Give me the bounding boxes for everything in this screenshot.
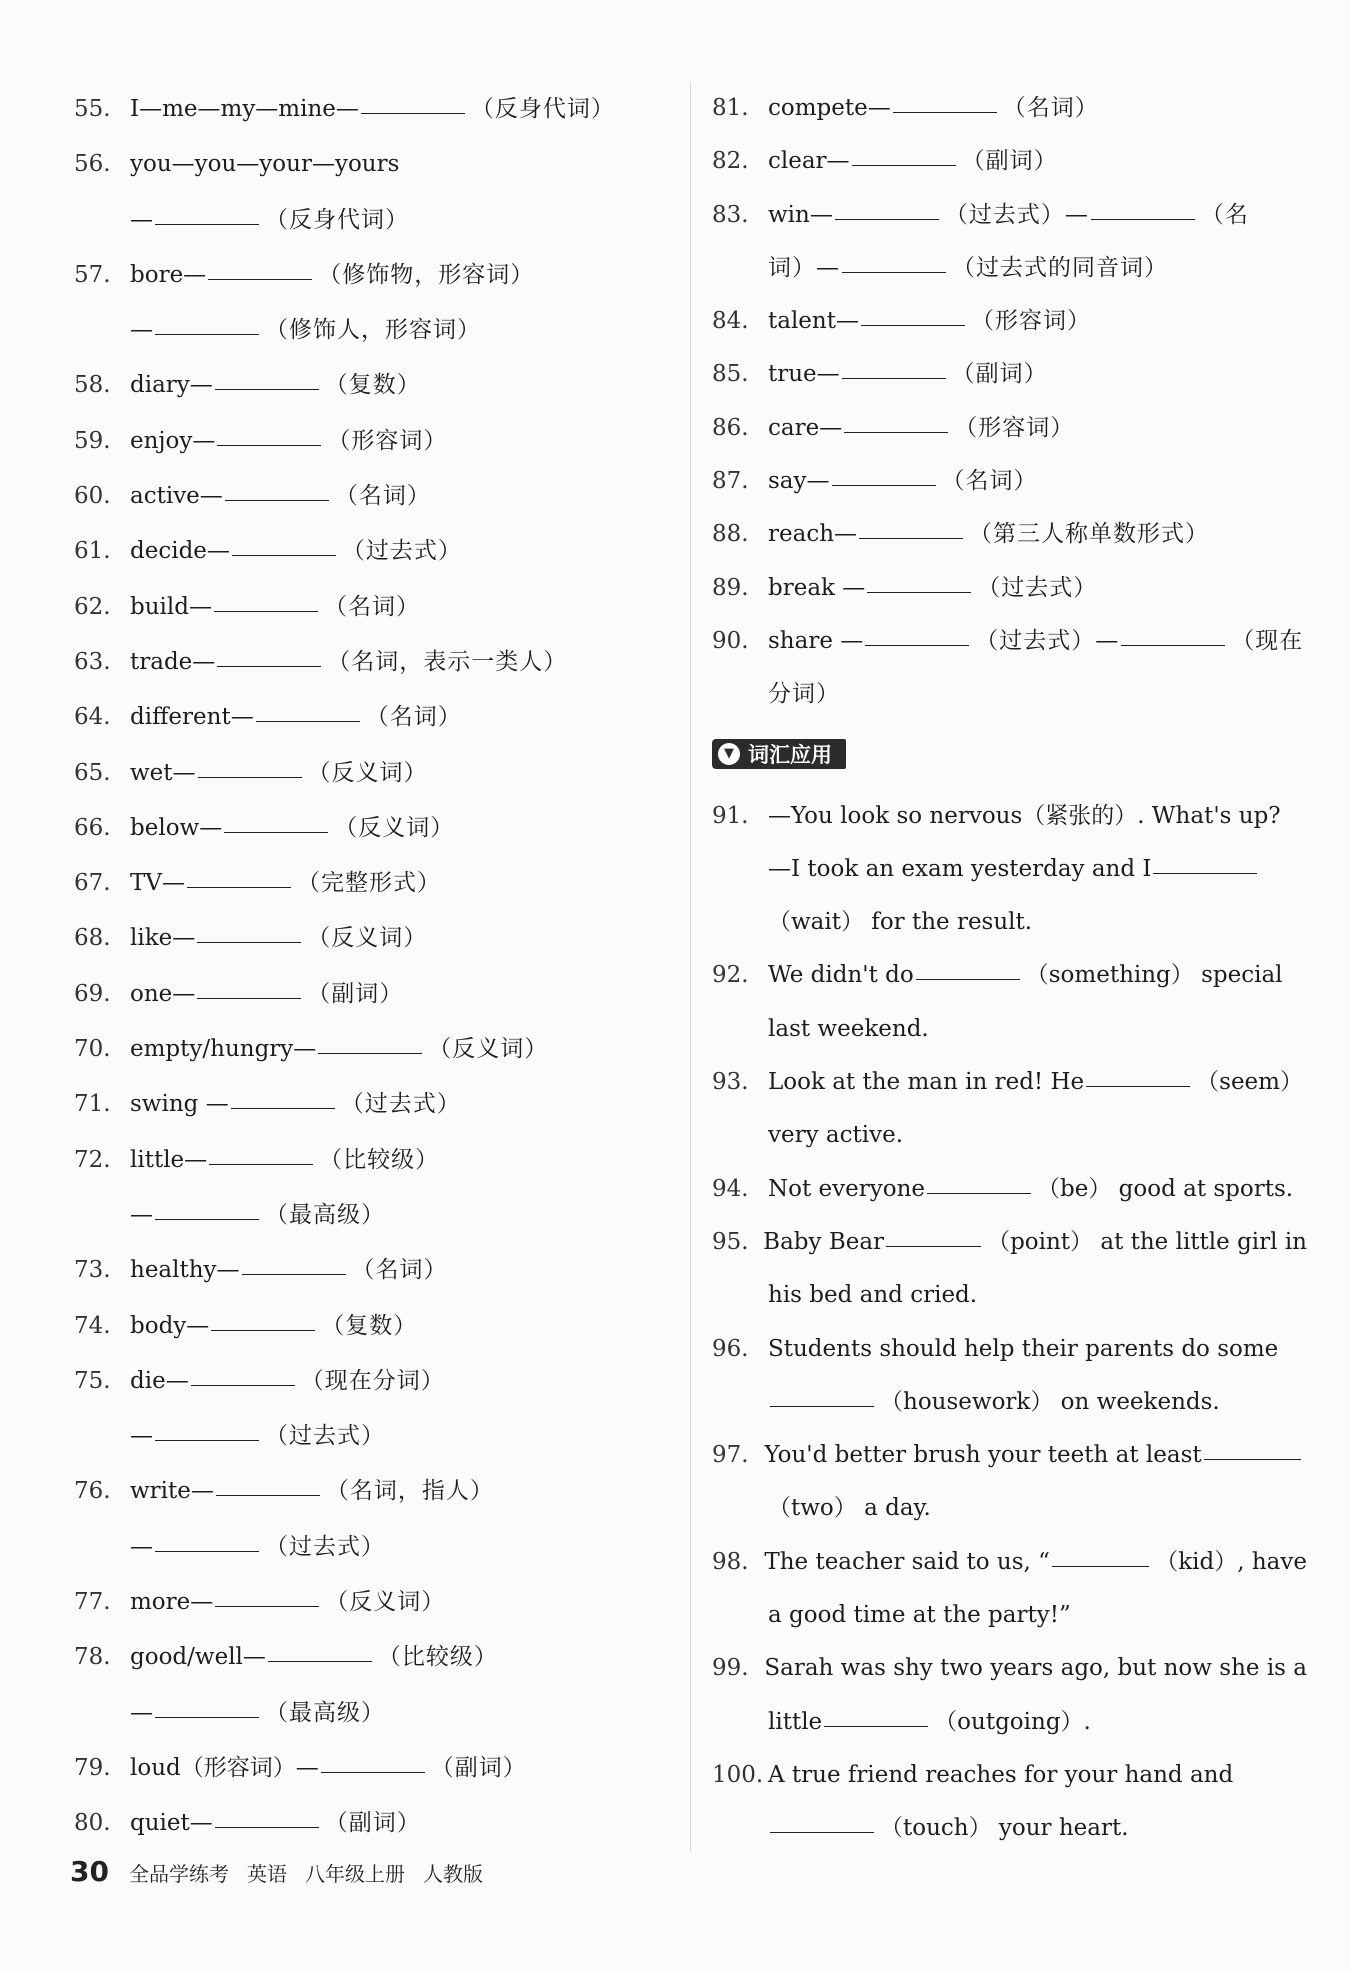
item-text: — <box>130 1699 153 1726</box>
item-text: TV— <box>130 870 185 897</box>
item-text: （touch） your heart. <box>880 1815 1129 1842</box>
item-number: 67. <box>74 870 111 897</box>
item-text: bore— <box>130 261 207 288</box>
exercise-item <box>712 348 1307 401</box>
answer-blank[interactable] <box>824 1724 928 1727</box>
item-text: good/well— <box>130 1644 266 1671</box>
exercise-item <box>74 469 674 524</box>
item-text: （outgoing）. <box>934 1708 1091 1735</box>
hint-text: （副词） <box>951 361 1048 388</box>
exercise-item <box>74 856 674 911</box>
vocabulary-application-list <box>712 790 1307 1856</box>
answer-blank[interactable] <box>268 1659 372 1662</box>
exercise-item-continuation <box>74 1409 674 1464</box>
item-number: 93. <box>712 1069 749 1096</box>
answer-blank[interactable] <box>155 1217 259 1220</box>
exercise-item-continuation <box>74 1686 674 1741</box>
exercise-item <box>74 911 674 966</box>
item-number: 96. <box>712 1335 749 1362</box>
item-text: （kid）, have <box>1155 1548 1307 1575</box>
exercise-item <box>712 295 1307 348</box>
item-text: you—you—your—yours <box>130 151 400 178</box>
answer-blank[interactable] <box>886 1244 981 1247</box>
page-footer <box>70 1855 483 1888</box>
item-number: 74. <box>74 1312 111 1339</box>
exercise-item <box>74 1133 674 1188</box>
section-title: 词汇应用 <box>748 742 832 767</box>
item-text: — <box>130 206 153 233</box>
hint-text: （比较级） <box>319 1146 440 1173</box>
item-number: 90. <box>712 627 749 654</box>
item-text: swing — <box>130 1091 229 1118</box>
exercise-item <box>74 1354 674 1409</box>
item-number: 68. <box>74 925 111 952</box>
answer-blank[interactable] <box>155 1549 259 1552</box>
item-text: true— <box>768 361 840 388</box>
item-text: trade— <box>130 648 216 675</box>
answer-blank[interactable] <box>224 830 328 833</box>
hint-text: （副词） <box>307 980 404 1007</box>
item-text: （point） at the little girl in <box>987 1228 1307 1255</box>
exercise-item-continuation <box>712 896 1307 949</box>
answer-blank[interactable] <box>187 885 291 888</box>
answer-blank[interactable] <box>861 323 965 326</box>
answer-blank[interactable] <box>1204 1457 1301 1460</box>
item-text: （seem） <box>1196 1069 1303 1096</box>
hint-text: （过去式） <box>265 1423 385 1450</box>
item-number: 91. <box>712 802 749 829</box>
hint-text: 词）— <box>768 254 840 281</box>
answer-blank[interactable] <box>256 719 360 722</box>
hint-text: （形容词） <box>970 308 1091 335</box>
item-number: 56. <box>74 151 111 178</box>
item-text: （something） special <box>1025 962 1283 989</box>
exercise-item <box>74 801 674 856</box>
item-text: — <box>130 1201 153 1228</box>
exercise-item <box>712 1429 1307 1482</box>
exercise-item <box>712 1749 1307 1802</box>
exercise-item <box>712 1216 1307 1269</box>
item-number: 55. <box>74 96 111 122</box>
item-text: write— <box>130 1478 214 1505</box>
item-number: 92. <box>712 962 749 989</box>
item-number: 72. <box>74 1146 111 1173</box>
hint-text: （名词） <box>365 704 462 731</box>
answer-blank[interactable] <box>197 996 301 999</box>
item-text: — <box>130 317 153 344</box>
item-text: Baby Bear <box>763 1228 885 1255</box>
item-text: like— <box>130 925 196 952</box>
item-text: （wait） for the result. <box>768 909 1033 936</box>
hint-text: （复数） <box>324 372 421 399</box>
item-number: 59. <box>74 427 111 454</box>
hint-text: （名词） <box>941 468 1038 495</box>
exercise-item-continuation <box>712 1696 1307 1749</box>
exercise-item-continuation <box>74 1188 674 1243</box>
answer-blank[interactable] <box>191 1383 295 1386</box>
item-number: 82. <box>712 148 749 175</box>
hint-text: （过去式） <box>340 1091 461 1118</box>
hint-text: （名词） <box>351 1257 448 1284</box>
exercise-item <box>74 358 674 413</box>
answer-blank[interactable] <box>217 664 321 667</box>
exercise-item <box>74 1299 674 1354</box>
exercise-item <box>74 1575 674 1630</box>
exercise-item <box>712 1056 1307 1109</box>
item-text: a good time at the party!” <box>768 1602 1071 1629</box>
item-text: build— <box>130 593 212 620</box>
item-text: Students should help their parents do some <box>768 1335 1279 1362</box>
right-column <box>712 82 1307 1856</box>
answer-blank[interactable] <box>215 1604 319 1607</box>
exercise-item <box>712 508 1307 561</box>
exercise-item <box>712 135 1307 188</box>
answer-blank[interactable] <box>916 977 1020 980</box>
answer-blank[interactable] <box>1091 217 1195 220</box>
exercise-item <box>712 615 1307 668</box>
hint-text: （反身代词） <box>470 96 615 122</box>
answer-blank[interactable] <box>208 277 312 280</box>
hint-text: （反义词） <box>428 1036 549 1063</box>
hint-text: （复数） <box>321 1312 418 1339</box>
exercise-item <box>74 1796 674 1851</box>
item-number: 86. <box>712 414 749 441</box>
exercise-item-continuation <box>74 1520 674 1575</box>
answer-blank[interactable] <box>155 1438 259 1441</box>
item-text: more— <box>130 1589 214 1616</box>
word-form-list <box>712 82 1307 722</box>
item-text: diary— <box>130 372 213 399</box>
item-text: — <box>130 1533 153 1560</box>
item-text: say— <box>768 468 830 495</box>
exercise-item-continuation <box>712 1003 1307 1056</box>
exercise-item <box>74 248 674 303</box>
item-text: loud（形容词）— <box>130 1754 319 1781</box>
hint-text: （完整形式） <box>296 870 441 897</box>
item-text: last weekend. <box>768 1015 929 1042</box>
hint-text: （第三人称单数形式） <box>969 521 1210 548</box>
item-number: 69. <box>74 980 111 1007</box>
item-text: share — <box>768 627 864 654</box>
exercise-item-continuation <box>712 843 1307 896</box>
hint-text: （名词，表示一类人） <box>327 648 568 675</box>
answer-blank[interactable] <box>1052 1564 1149 1567</box>
item-text: enjoy— <box>130 427 216 454</box>
hint-text: （副词） <box>961 148 1058 175</box>
answer-blank[interactable] <box>770 1404 874 1407</box>
answer-blank[interactable] <box>321 1770 425 1773</box>
exercise-item <box>74 1077 674 1132</box>
item-text: reach— <box>768 521 858 548</box>
exercise-item-continuation <box>712 1802 1307 1855</box>
exercise-item <box>74 1022 674 1077</box>
exercise-item-continuation <box>712 1482 1307 1535</box>
item-text: I—me—my—mine— <box>130 96 359 122</box>
item-text: You'd better brush your teeth at least <box>764 1442 1202 1469</box>
answer-blank[interactable] <box>844 430 948 433</box>
item-number: 61. <box>74 538 111 565</box>
item-text: active— <box>130 483 223 510</box>
exercise-item <box>712 562 1307 615</box>
item-text: one— <box>130 980 196 1007</box>
hint-text: （反身代词） <box>265 206 409 233</box>
item-text: little <box>768 1708 823 1735</box>
item-text: care— <box>768 414 843 441</box>
item-number: 81. <box>712 95 749 121</box>
item-text: below— <box>130 814 223 841</box>
exercise-item <box>74 1741 674 1796</box>
exercise-item-continuation <box>712 1589 1307 1642</box>
hint-text: （形容词） <box>954 414 1075 441</box>
item-text: — <box>130 1423 153 1450</box>
hint-text: （比较级） <box>377 1644 498 1671</box>
item-text: win— <box>768 201 833 228</box>
answer-blank[interactable] <box>215 1825 319 1828</box>
item-number: 97. <box>712 1442 749 1469</box>
item-number: 62. <box>74 593 111 620</box>
item-number: 95. <box>712 1228 749 1255</box>
item-number: 70. <box>74 1036 111 1063</box>
item-text: break — <box>768 574 866 601</box>
item-number: 71. <box>74 1091 111 1118</box>
exercise-item-continuation <box>74 193 674 248</box>
item-number: 94. <box>712 1175 749 1202</box>
item-number: 88. <box>712 521 749 548</box>
item-number: 79. <box>74 1754 111 1781</box>
hint-text: （过去式） <box>341 538 462 565</box>
answer-blank[interactable] <box>852 163 956 166</box>
exercise-item <box>74 1464 674 1519</box>
item-text: —I took an exam yesterday and I <box>768 855 1152 882</box>
item-number: 63. <box>74 648 111 675</box>
hint-text: （最高级） <box>265 1699 385 1726</box>
exercise-item-continuation <box>712 1269 1307 1322</box>
hint-text: （副词） <box>324 1810 421 1837</box>
item-text: little— <box>130 1146 208 1173</box>
item-text: A true friend reaches for your hand and <box>768 1761 1234 1788</box>
hint-text: （反义词） <box>307 925 428 952</box>
item-number: 84. <box>712 308 749 335</box>
left-column <box>74 82 674 1852</box>
item-text: body— <box>130 1312 210 1339</box>
item-number: 60. <box>74 483 111 510</box>
answer-blank[interactable] <box>155 222 259 225</box>
item-number: 99. <box>712 1655 749 1682</box>
item-text: talent— <box>768 308 859 335</box>
exercise-item-continuation <box>712 1109 1307 1162</box>
exercise-item <box>74 1630 674 1685</box>
hint-text: （修饰物，形容词） <box>318 261 535 288</box>
answer-blank[interactable] <box>232 553 336 556</box>
exercise-item-continuation <box>712 668 1307 721</box>
item-number: 64. <box>74 704 111 731</box>
exercise-item <box>712 82 1307 135</box>
answer-blank[interactable] <box>361 111 465 114</box>
hint-text: （现在分词） <box>300 1367 445 1394</box>
item-text: clear— <box>768 148 850 175</box>
answer-blank[interactable] <box>242 1272 346 1275</box>
page-number: 30 <box>70 1855 109 1888</box>
item-text: decide— <box>130 538 230 565</box>
answer-blank[interactable] <box>770 1830 874 1833</box>
answer-blank[interactable] <box>318 1051 422 1054</box>
answer-blank[interactable] <box>867 590 971 593</box>
item-number: 73. <box>74 1257 111 1284</box>
exercise-item <box>712 790 1307 843</box>
exercise-item <box>712 1536 1307 1589</box>
book-title: 全品学练考 <box>128 1862 229 1886</box>
answer-blank[interactable] <box>209 1162 313 1165</box>
item-number: 76. <box>74 1478 111 1505</box>
exercise-item-continuation <box>74 303 674 358</box>
exercise-item <box>74 580 674 635</box>
hint-text: （名词，指人） <box>325 1478 494 1505</box>
edition-label: 人教版 <box>422 1862 483 1886</box>
answer-blank[interactable] <box>217 443 321 446</box>
item-text: Sarah was shy two years ago, but now she is a <box>764 1655 1307 1682</box>
item-number: 83. <box>712 201 749 228</box>
exercise-item <box>712 1642 1307 1695</box>
hint-text: （名词） <box>323 593 420 620</box>
answer-blank[interactable] <box>842 376 946 379</box>
answer-blank[interactable] <box>865 643 969 646</box>
answer-blank[interactable] <box>1121 643 1225 646</box>
exercise-item <box>74 746 674 801</box>
exercise-item <box>74 414 674 469</box>
exercise-item <box>712 1163 1307 1216</box>
item-text: his bed and cried. <box>768 1282 978 1309</box>
hint-text: （最高级） <box>265 1201 385 1228</box>
item-text: healthy— <box>130 1257 240 1284</box>
hint-text: （名词） <box>1002 95 1099 121</box>
hint-text: 分词） <box>768 681 840 708</box>
answer-blank[interactable] <box>927 1191 1031 1194</box>
item-number: 100. <box>712 1761 764 1788</box>
answer-blank[interactable] <box>198 775 302 778</box>
hint-text: （反义词） <box>307 759 428 786</box>
hint-text: （现在 <box>1231 627 1304 654</box>
hint-text: （反义词） <box>325 1589 446 1616</box>
exercise-item-continuation <box>712 1376 1307 1429</box>
item-text: The teacher said to us, “ <box>764 1548 1050 1575</box>
item-text: （two） a day. <box>768 1495 931 1522</box>
item-number: 85. <box>712 361 749 388</box>
item-text: （be） good at sports. <box>1037 1175 1294 1202</box>
column-divider <box>690 82 691 1852</box>
item-number: 66. <box>74 814 111 841</box>
item-number: 87. <box>712 468 749 495</box>
hint-text: （副词） <box>430 1754 527 1781</box>
section-header <box>712 728 1307 780</box>
answer-blank[interactable] <box>893 110 997 113</box>
item-number: 57. <box>74 261 111 288</box>
exercise-item <box>74 1243 674 1298</box>
item-text: empty/hungry— <box>130 1036 317 1063</box>
exercise-item <box>712 455 1307 508</box>
section-badge <box>712 739 846 769</box>
subject-label: 英语 <box>246 1862 287 1886</box>
exercise-item <box>712 402 1307 455</box>
exercise-item <box>74 635 674 690</box>
hint-text: （名词） <box>334 483 431 510</box>
item-text: —You look so nervous（紧张的）. What's up? <box>768 802 1281 829</box>
exercise-item-continuation <box>712 242 1307 295</box>
answer-blank[interactable] <box>842 270 946 273</box>
exercise-item <box>74 690 674 745</box>
answer-blank[interactable] <box>155 332 259 335</box>
item-number: 78. <box>74 1644 111 1671</box>
hint-text: （过去式） <box>265 1533 385 1560</box>
exercise-item <box>712 949 1307 1002</box>
answer-blank[interactable] <box>835 217 939 220</box>
hint-text: （过去式）— <box>975 627 1120 654</box>
hint-text: （形容词） <box>327 427 448 454</box>
answer-blank[interactable] <box>1086 1084 1190 1087</box>
exercise-item <box>712 1323 1307 1376</box>
hint-text: （反义词） <box>334 814 455 841</box>
answer-blank[interactable] <box>215 387 319 390</box>
chevron-down-icon: ▼ <box>718 743 740 765</box>
exercise-item <box>74 137 674 192</box>
item-text: quiet— <box>130 1810 213 1837</box>
answer-blank[interactable] <box>225 498 329 501</box>
answer-blank[interactable] <box>859 536 963 539</box>
answer-blank[interactable] <box>231 1106 335 1109</box>
item-text: different— <box>130 704 254 731</box>
grade-label: 八年级上册 <box>304 1862 405 1886</box>
item-text: wet— <box>130 759 196 786</box>
item-number: 98. <box>712 1548 749 1575</box>
exercise-item <box>74 524 674 579</box>
item-text: very active. <box>768 1122 904 1149</box>
item-number: 65. <box>74 759 111 786</box>
exercise-item <box>712 189 1307 242</box>
item-text: Not everyone <box>768 1175 926 1202</box>
item-text: die— <box>130 1367 189 1394</box>
answer-blank[interactable] <box>197 940 301 943</box>
exercise-item <box>74 967 674 1022</box>
item-text: compete— <box>768 95 891 121</box>
answer-blank[interactable] <box>1153 871 1257 874</box>
item-number: 58. <box>74 372 111 399</box>
hint-text: （过去式）— <box>944 201 1089 228</box>
answer-blank[interactable] <box>211 1328 315 1331</box>
item-text: （housework） on weekends. <box>880 1388 1220 1415</box>
answer-blank[interactable] <box>214 609 318 612</box>
answer-blank[interactable] <box>832 483 936 486</box>
item-text: We didn't do <box>768 962 914 989</box>
answer-blank[interactable] <box>155 1715 259 1718</box>
item-text: Look at the man in red! He <box>768 1069 1085 1096</box>
item-number: 75. <box>74 1367 111 1394</box>
item-number: 89. <box>712 574 749 601</box>
item-number: 77. <box>74 1589 111 1616</box>
item-number: 80. <box>74 1810 111 1837</box>
exercise-item <box>74 82 674 137</box>
hint-text: （名 <box>1200 201 1249 228</box>
hint-text: （过去式的同音词） <box>952 254 1168 281</box>
answer-blank[interactable] <box>216 1493 320 1496</box>
hint-text: （过去式） <box>977 574 1098 601</box>
hint-text: （修饰人，形容词） <box>265 317 481 344</box>
